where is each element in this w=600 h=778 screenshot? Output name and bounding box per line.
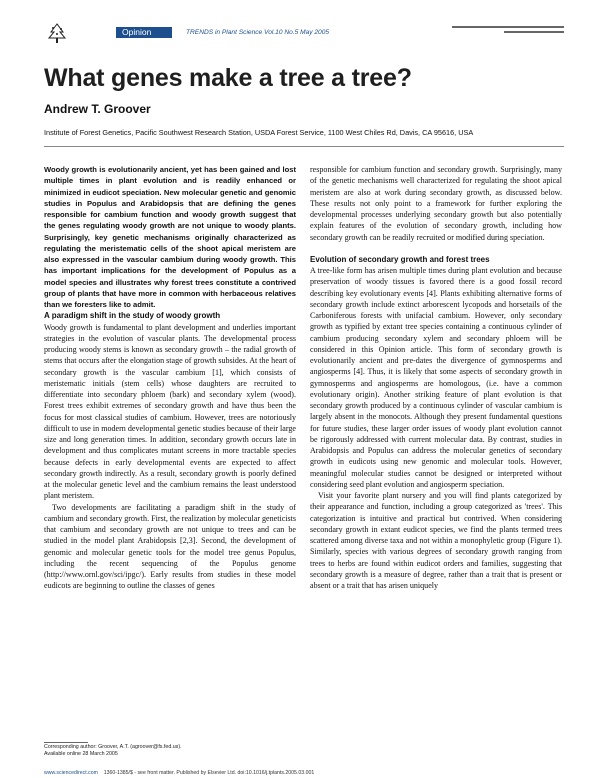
article-author: Andrew T. Groover xyxy=(44,102,151,116)
sciencedirect-link[interactable]: www.sciencedirect.com xyxy=(44,770,98,776)
paragraph: Two developments are facilitating a paradigm shift in the study of cambium and secondary growth. First, the realization by molecular geneticists that cambium and secondary growth are not unique to trees and can be studied in the model plant Arabidopsis [2,3]. Second, the development of genomic and molecular genetic tools for the model tree genus Populus, including the recent sequencing of the Populus genome (http://www.ornl.gov/sci/ipgc/). Early results from studies in these model eudicots are beginning to outline the classes of genes xyxy=(44,502,296,591)
header-divider xyxy=(44,146,564,147)
footnote-divider xyxy=(44,742,88,743)
paragraph: responsible for cambium function and secondary growth. Surprisingly, many of the genetic mechanisms well characterized for regulating the shoot apical meristem are also at work during secondary growth, as discussed below. These results not only point to a framework for further exploring the developmental processes underlying secondary growth but also potentially explain features of the evolution of secondary growth, including how secondary growth can be readily recruited or modified during speciation. xyxy=(310,165,562,242)
section-heading-evolution: Evolution of secondary growth and forest trees xyxy=(310,254,490,264)
abstract: Woody growth is evolutionarily ancient, yet has been gained and lost multiple times in plant evolution and is readily enhanced or minimized in eudicot speciation. New molecular genetic and genomic studies in Populus and Arabidopsis that are defining the genes responsible for cambium function and woody growth suggest that the genes regulating woody growth are not unique to woody plants. Surprisingly, key genetic mechanisms originally characterized as regulating the meristematic cells of the shoot apical meristem are also expressed in the vascular cambium during woody growth. This has important implications for the development of Populus as a model species and illustrates why forest trees constitute a contrived group of plants that have more in common with herbaceous relatives than we foresters like to admit. xyxy=(44,165,296,309)
section-heading-paradigm: A paradigm shift in the study of woody growth xyxy=(44,311,221,321)
paragraph: A tree-like form has arisen multiple times during plant evolution and because preservation of woody tissues is favored there is a good fossil record describing key evolutionary events [4]. Plants exhibiting alternative forms of secondary growth include extinct arborescent lycopods and horsetails of the Carboniferous forests with unifacial cambium. However, only secondary growth as typified by extant tree species containing a continuous cylinder of cambium producing secondary xylem and secondary phloem will be considered in this Opinion article. This form of secondary growth is evolutionarily ancient and pre-dates the divergence of gymnosperms and angiosperms [4]. Thus, it is likely that some aspects of secondary growth in gymnosperms and angiosperms are homologous, (i.e. have a common evolutionary origin). Another striking feature of plant evolution is that secondary growth produced by a continuous cylinder of vascular cambium is largely absent in the monocots. Although they present fundamental questions for future studies, these larger order issues of woody plant evolution cannot be rigorously addressed with current molecular data. By contrast, studies in Arabidopsis and Populus can address the molecular genetics of secondary growth in eudicots using new genomic and molecular tools. However, meaningful molecular studies cannot be designed or interpreted without considering seed plant evolution and angiosperm speciation. xyxy=(310,266,562,489)
journal-info: TRENDS in Plant Science Vol.10 No.5 May 2005 xyxy=(186,28,330,36)
author-affiliation: Institute of Forest Genetics, Pacific Southwest Research Station, USDA Forest Service, 1100 West Chiles Rd, Davis, CA 95616, USA xyxy=(44,128,474,137)
footnote xyxy=(44,744,296,758)
paragraph: Woody growth is fundamental to plant development and underlies important strategies in the evolution of vascular plants. The developmental process producing woody stems is known as secondary growth – the radial growth of stems that occurs after the elongation stage of growth subsides. At the heart of secondary growth is the vascular cambium [1], which consists of meristematic initials (stem cells) whose daughters are recruited to differentiate into secondary phloem (bark) and secondary xylem (wood). Forest trees exhibit extremes of secondary growth and have thus been the focus for most classical studies of cambium. However, trees are notoriously difficult to use in modern developmental genetic studies because of their large size and long generation times. In addition, secondary growth occurs late in development and thus complicates mutant screens in more tractable species because defects in early developmental events are expected to affect secondary growth indirectly. As a result, secondary growth is poorly defined at the molecular genetic level and the cambium remains the least understood plant meristem. xyxy=(44,322,296,501)
article-title: What genes make a tree a tree? xyxy=(44,64,412,92)
running-header xyxy=(116,26,329,38)
page-footer xyxy=(44,770,564,776)
available-online: Available online 28 March 2005 xyxy=(44,751,118,757)
elsevier-tree-logo-icon xyxy=(44,20,70,46)
paragraph: Visit your favorite plant nursery and you will find plants categorized by their appearance and function, including a group categorized as 'trees'. This categorization is intuitive and practical but contrived. When considering secondary growth in extant eudicot species, we find the plants termed trees scattered among diverse taxa and not within a monophyletic group (Figure 1). Similarly, species with various degrees of secondary growth ranging from trees to herbs are found within eudicot orders and families, suggesting that secondary growth is a measure of degree, rather than a trait that is present or absent or a trait that has arisen uniquely xyxy=(310,491,562,590)
publisher-mark xyxy=(452,26,564,36)
section-label: Opinion xyxy=(116,27,172,38)
right-column xyxy=(310,164,562,591)
corresponding-author: Corresponding author: Groover, A.T. (agroover@fs.fed.us). xyxy=(44,744,182,750)
doi-info: 1360-1385/$ - see front matter. Published by Elsevier Ltd. doi:10.1016/j.tplants.2005.03.001 xyxy=(103,770,315,776)
left-column xyxy=(44,164,296,592)
